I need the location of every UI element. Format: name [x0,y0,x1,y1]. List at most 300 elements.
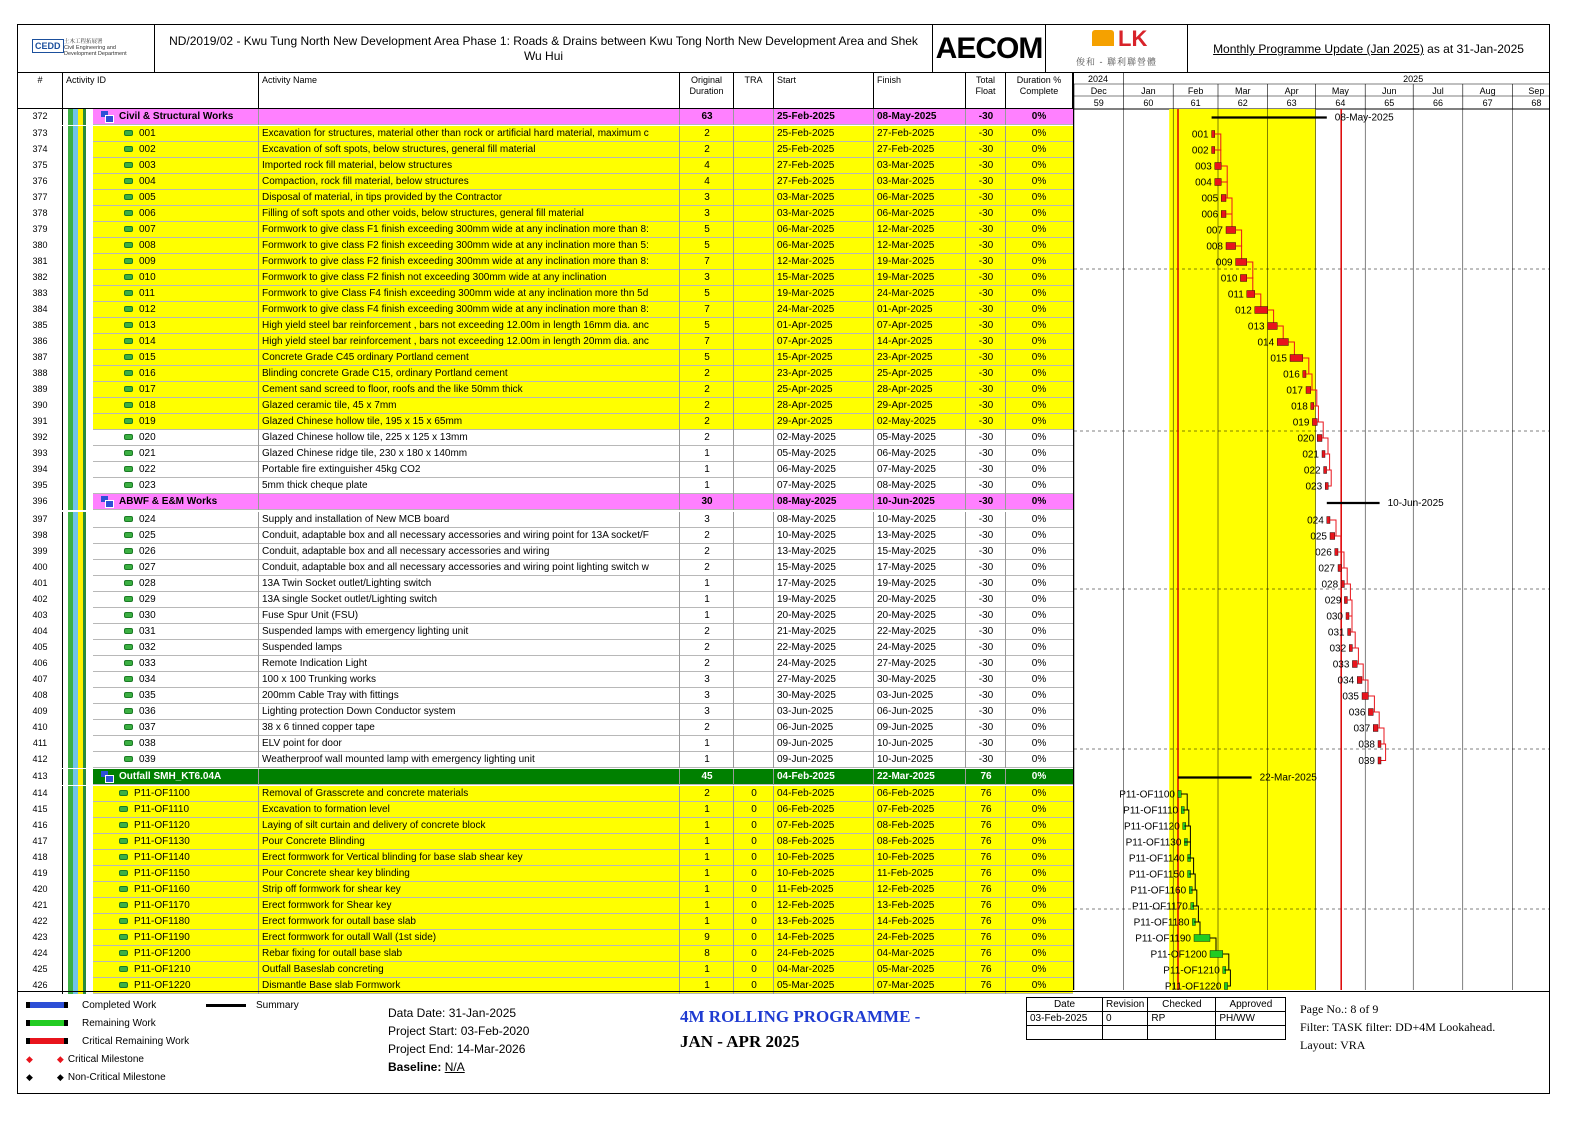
page-info [1300,1000,1495,1054]
revision-row [1027,1012,1286,1026]
activity-id: P11-OF1150 [134,868,190,879]
table-row[interactable] [18,544,1073,560]
total-float: 76 [980,820,992,831]
rev-empty-1 [1027,1026,1103,1040]
col-divider [773,962,774,978]
row-number: 372 [18,109,63,125]
start-date: 30-May-2025 [777,690,836,701]
total-float: -30 [978,690,994,701]
table-row[interactable] [18,174,1073,190]
table-row[interactable] [18,704,1073,720]
table-row[interactable] [18,462,1073,478]
tra-value [734,688,774,704]
table-row[interactable] [18,302,1073,318]
finish-date: 06-Feb-2025 [877,788,935,799]
activity-id: 037 [139,722,156,733]
col-divider [773,850,774,866]
contractor-name: 俊和 - 聯利聯營體 [1076,57,1157,67]
activity-name: Laying of silt curtain and delivery of concrete block [262,820,486,831]
start-date: 10-Feb-2025 [777,868,835,879]
col-divider [773,126,774,142]
activity-id-cell [93,850,259,866]
table-row[interactable] [18,238,1073,254]
activity-id: 026 [139,546,156,557]
contractor-logo-icon [1092,30,1114,46]
table-row[interactable] [18,222,1073,238]
table-row[interactable] [18,158,1073,174]
activity-id: 001 [139,128,156,139]
critical-task-bar [1247,291,1255,298]
row-number: 384 [18,302,63,318]
col-divider [733,512,734,528]
table-row[interactable] [18,366,1073,382]
table-row[interactable] [18,786,1073,802]
table-row[interactable] [18,398,1073,414]
col-divider [873,158,874,174]
task-icon [124,740,133,746]
activity-name: Cement sand screed to floor, roofs and the like 50mm thick [262,384,523,395]
col-original-duration[interactable]: Original Duration [680,73,734,109]
tra-value [734,302,774,318]
col-divider [873,512,874,528]
tra-value [734,109,774,125]
row-number: 413 [18,769,63,785]
critical-task-bar [1290,355,1303,362]
table-row[interactable] [18,318,1073,334]
cedd-logo-text [64,39,152,57]
col-divider [1005,430,1006,446]
col-divider [1005,930,1006,946]
col-divider [733,206,734,222]
project-title: ND/2019/02 - Kwu Tung North New Development Area Phase 1: Roads & Drains between Kwu Tong North New Development Area and Shek Wu Hui [155,25,933,73]
task-icon [119,838,128,844]
total-float: 76 [980,932,992,943]
col-divider [258,190,259,206]
activity-name: Fuse Spur Unit (FSU) [262,610,359,621]
original-duration: 5 [704,352,710,363]
period-label: 60 [1143,98,1154,108]
table-row[interactable] [18,286,1073,302]
col-divider [733,318,734,334]
col-divider [873,494,874,510]
col-divider [965,704,966,720]
row-number: 422 [18,914,63,930]
table-row[interactable] [18,818,1073,834]
critical-task-bar [1357,677,1362,684]
table-row[interactable] [18,834,1073,850]
col-divider [733,818,734,834]
critical-task-bar [1335,549,1338,556]
table-row[interactable] [18,126,1073,142]
original-duration: 1 [704,900,710,911]
total-float: -30 [978,642,994,653]
activity-id: 005 [139,192,156,203]
duration-complete: 0% [1031,336,1047,347]
activity-name: Excavation for structures, material other than rock or artificial hard material, maximum c [262,128,649,139]
start-date: 06-Mar-2025 [777,224,835,235]
activity-name: Compaction, rock fill material, below structures [262,176,469,187]
row-number: 403 [18,608,63,624]
task-bar-label: 018 [1291,401,1308,413]
col-start[interactable]: Start [774,73,874,109]
col-divider [733,736,734,752]
table-row[interactable] [18,688,1073,704]
col-activity-id[interactable]: Activity ID [63,73,259,109]
original-duration: 1 [704,448,710,459]
task-bar-label: 037 [1353,723,1371,735]
total-float: -30 [978,400,994,411]
col-divider [733,656,734,672]
col-divider [873,560,874,576]
original-duration: 2 [704,626,710,637]
activity-id: P11-OF1220 [134,980,191,991]
col-divider [773,512,774,528]
original-duration: 2 [704,658,710,669]
wbs-level-bands [63,382,93,398]
finish-date: 11-Feb-2025 [877,868,934,879]
wbs-summary-row[interactable] [18,109,1073,125]
col-divider [773,238,774,254]
wbs-level-bands [63,608,93,624]
activity-id: 025 [139,530,156,541]
table-row[interactable] [18,850,1073,866]
total-float: -30 [978,176,994,187]
col-divider [773,158,774,174]
total-float: -30 [978,514,994,525]
activity-id-cell [93,752,259,768]
wbs-summary-row[interactable] [18,494,1073,510]
row-number: 389 [18,382,63,398]
col-divider [965,592,966,608]
table-row[interactable] [18,414,1073,430]
tra-value [734,672,774,688]
col-divider [1005,850,1006,866]
col-divider [679,238,680,254]
start-date: 04-Mar-2025 [777,964,835,975]
wbs-level-bands [63,624,93,640]
col-divider [1005,624,1006,640]
col-divider [965,254,966,270]
col-divider [773,560,774,576]
col-divider [679,914,680,930]
wbs-icon [101,111,113,121]
col-divider [258,286,259,302]
row-number: 376 [18,174,63,190]
col-divider [773,430,774,446]
month-label: Jan [1141,86,1156,96]
finish-date: 19-May-2025 [877,578,936,589]
col-divider [679,672,680,688]
activity-id: 009 [139,256,156,267]
col-divider [773,109,774,125]
col-divider [965,302,966,318]
table-row[interactable] [18,560,1073,576]
duration-complete: 0% [1031,464,1047,475]
table-row[interactable] [18,672,1073,688]
table-row[interactable] [18,736,1073,752]
col-divider [733,334,734,350]
col-divider [773,528,774,544]
row-number: 421 [18,898,63,914]
activity-id-cell [93,414,259,430]
table-row[interactable] [18,914,1073,930]
table-row[interactable] [18,752,1073,768]
tra-value [734,720,774,736]
finish-date: 24-May-2025 [877,642,936,653]
col-divider [1005,270,1006,286]
col-num[interactable]: # [18,73,63,109]
col-divider [873,318,874,334]
tra-value [734,206,774,222]
activity-id: 023 [139,480,156,491]
task-bar-label: P11-OF1220 [1164,981,1222,990]
table-row[interactable] [18,608,1073,624]
col-divider [733,158,734,174]
col-divider [258,624,259,640]
original-duration: 1 [704,980,710,991]
activity-name: Lighting protection Down Conductor system [262,706,456,717]
table-row[interactable] [18,382,1073,398]
remaining-task-bar [1210,951,1223,958]
wbs-level-bands [63,544,93,560]
table-row[interactable] [18,592,1073,608]
task-icon [119,918,128,924]
duration-complete: 0% [1031,754,1047,765]
col-divider [773,478,774,494]
start-date: 27-Feb-2025 [777,176,835,187]
finish-date: 24-Mar-2025 [877,288,935,299]
row-number: 406 [18,656,63,672]
table-row[interactable] [18,946,1073,962]
table-row[interactable] [18,866,1073,882]
task-bar-label: 026 [1315,547,1332,559]
task-bar-label: 002 [1191,145,1209,157]
table-row[interactable] [18,802,1073,818]
activity-name: Conduit, adaptable box and all necessary accessories and wiring point lighting switch w [262,562,649,573]
col-activity-name[interactable]: Activity Name [259,73,680,109]
table-row[interactable] [18,190,1073,206]
activity-name: Suspended lamps with emergency lighting unit [262,626,469,637]
col-divider [873,254,874,270]
col-divider [258,302,259,318]
legend-remaining-label: Remaining Work [82,1018,156,1029]
finish-date: 08-Feb-2025 [877,820,935,831]
table-row[interactable] [18,430,1073,446]
col-divider [679,624,680,640]
wbs-level-bands [63,366,93,382]
cedd-name-en2: Development Department [64,51,127,57]
remaining-task-bar [1178,791,1181,798]
col-divider [733,769,734,785]
activity-id: P11-OF1200 [134,948,191,959]
col-divider [873,350,874,366]
col-divider [733,222,734,238]
activity-id-cell [93,802,259,818]
tra-value [734,142,774,158]
table-row[interactable] [18,142,1073,158]
wbs-level-bands [63,158,93,174]
col-divider [258,174,259,190]
task-bar-label: P11-OF1110 [1123,805,1179,817]
remaining-task-bar [1224,983,1227,990]
col-divider [679,560,680,576]
activity-id-cell [93,898,259,914]
table-row[interactable] [18,254,1073,270]
start-date: 03-Mar-2025 [777,192,835,203]
col-divider [733,382,734,398]
row-number: 400 [18,560,63,576]
start-date: 24-Feb-2025 [777,948,835,959]
table-row[interactable] [18,206,1073,222]
col-divider [873,382,874,398]
col-divider [773,834,774,850]
cedd-logo [18,25,155,73]
col-divider [679,704,680,720]
col-divider [873,962,874,978]
table-row[interactable] [18,898,1073,914]
col-divider [773,398,774,414]
table-row[interactable] [18,528,1073,544]
table-row[interactable] [18,478,1073,494]
col-divider [773,914,774,930]
duration-complete: 0% [1031,916,1047,927]
col-divider [679,366,680,382]
table-row[interactable] [18,720,1073,736]
duration-complete: 0% [1031,964,1047,975]
start-date: 12-Mar-2025 [777,256,835,267]
activity-name: Pour Concrete shear key blinding [262,868,410,879]
col-total-float[interactable]: Total Float [966,73,1006,109]
finish-date: 03-Mar-2025 [877,176,935,187]
col-divider [773,206,774,222]
wbs-summary-row[interactable] [18,769,1073,785]
critical-task-bar [1368,709,1373,716]
col-finish[interactable]: Finish [874,73,966,109]
month-label: Jul [1432,86,1444,96]
table-row[interactable] [18,512,1073,528]
start-date: 20-May-2025 [777,610,836,621]
task-icon [124,708,133,714]
activity-id: P11-OF1110 [134,804,190,815]
col-divider [258,512,259,528]
row-number: 408 [18,688,63,704]
col-divider [733,142,734,158]
gantt-svg [1074,73,1549,990]
table-row[interactable] [18,930,1073,946]
table-row[interactable] [18,334,1073,350]
col-divider [873,786,874,802]
total-float: 76 [980,868,992,879]
col-divider [258,270,259,286]
original-duration: 30 [701,496,713,507]
tra-value: 0 [751,980,757,991]
col-divider [965,174,966,190]
month-label: May [1331,86,1349,96]
col-divider [679,206,680,222]
monthly-update-link: Monthly Programme Update (Jan 2025) [1213,42,1424,56]
activity-name: Strip off formwork for shear key [262,884,401,895]
summary-finish-label: 22-Mar-2025 [1259,772,1317,784]
task-icon [124,306,133,312]
tra-value: 0 [751,820,757,831]
finish-date: 07-May-2025 [877,464,936,475]
table-row[interactable] [18,962,1073,978]
start-date: 21-May-2025 [777,626,836,637]
table-row[interactable] [18,270,1073,286]
total-float: -30 [978,208,994,219]
col-divider [679,318,680,334]
col-divider [679,462,680,478]
duration-complete: 0% [1031,160,1047,171]
period-label: 66 [1432,98,1444,108]
activity-id: 024 [139,514,156,525]
table-row[interactable] [18,640,1073,656]
col-divider [679,802,680,818]
critical-task-bar [1341,581,1344,588]
col-divider [733,752,734,768]
duration-complete: 0% [1031,144,1047,155]
duration-complete: 0% [1031,288,1047,299]
activity-name: Disposal of material, in tips provided by the Contractor [262,192,503,203]
activity-id: 011 [139,288,155,299]
tra-value [734,286,774,302]
col-divider [773,544,774,560]
col-divider [873,398,874,414]
start-date: 15-Mar-2025 [777,272,835,283]
activity-id-cell [93,462,259,478]
duration-complete: 0% [1031,176,1047,187]
col-duration-complete[interactable]: Duration % Complete [1006,73,1073,109]
task-bar-label: P11-OF1180 [1133,917,1190,929]
table-row[interactable] [18,446,1073,462]
col-divider [679,414,680,430]
critical-task-bar [1312,419,1317,426]
task-bar-label: 038 [1358,739,1375,751]
col-divider [1005,334,1006,350]
task-bar-label: 031 [1327,627,1345,639]
task-icon [124,532,133,538]
table-row[interactable] [18,624,1073,640]
finish-date: 14-Feb-2025 [877,916,935,927]
activity-id: 038 [139,738,156,749]
duration-complete: 0% [1031,352,1047,363]
row-number: 380 [18,238,63,254]
row-number: 405 [18,640,63,656]
col-divider [873,656,874,672]
table-row[interactable] [18,882,1073,898]
legend-summary [206,1000,299,1011]
table-row[interactable] [18,656,1073,672]
activity-id-cell [93,238,259,254]
table-row[interactable] [18,576,1073,592]
col-tra[interactable]: TRA [734,73,774,109]
duration-complete: 0% [1031,384,1047,395]
activity-id-cell [93,656,259,672]
wbs-level-bands [63,430,93,446]
cedd-name-cn: 土木工程拓展署 [64,39,103,45]
original-duration: 3 [704,706,710,717]
col-divider [773,786,774,802]
legend-completed-label: Completed Work [82,1000,157,1011]
finish-date: 05-Mar-2025 [877,964,935,975]
col-divider [1005,720,1006,736]
wbs-level-bands [63,414,93,430]
col-divider [873,608,874,624]
col-divider [679,398,680,414]
col-divider [1005,478,1006,494]
table-row[interactable] [18,350,1073,366]
duration-complete: 0% [1031,448,1047,459]
